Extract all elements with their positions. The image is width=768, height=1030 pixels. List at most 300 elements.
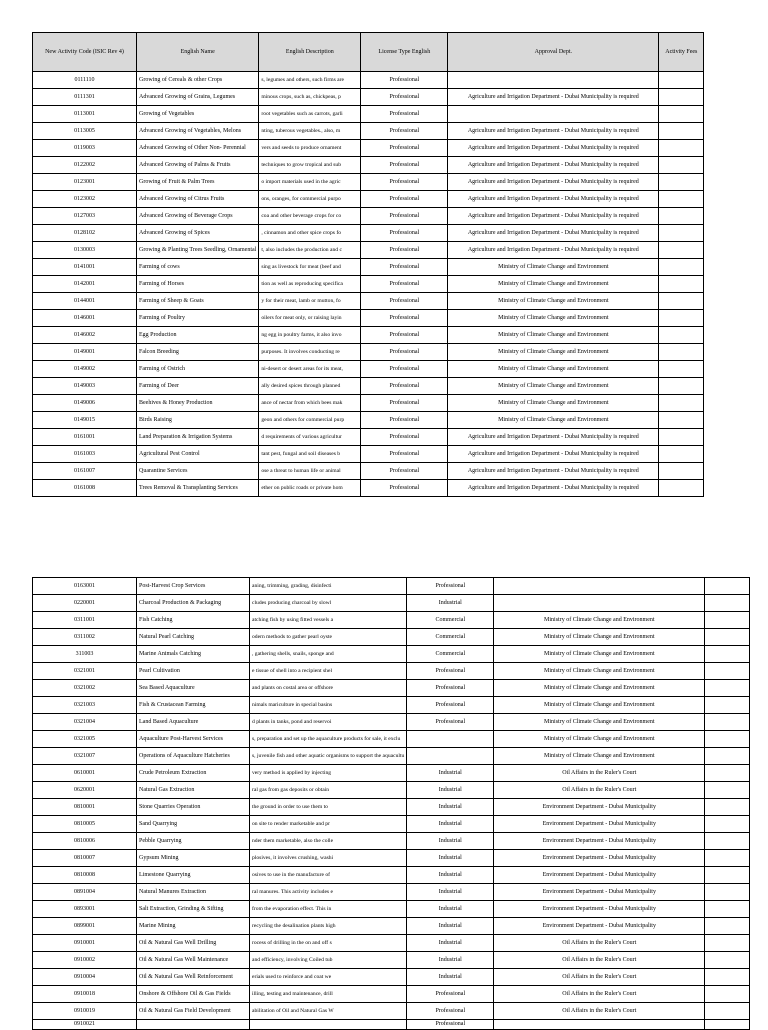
license-type-cell: Professional <box>407 1003 494 1020</box>
activity-fees-cell <box>705 697 750 714</box>
english-name-cell: Onshore & Offshore Oil & Gas Fields <box>137 986 250 1003</box>
english-description-cell: ose a threat to human life or animal <box>259 463 361 480</box>
activity-fees-cell <box>705 680 750 697</box>
activity-code-cell: 0123001 <box>33 174 137 191</box>
activity-fees-cell <box>659 259 704 276</box>
english-name-cell: Advanced Growing of Spices <box>137 225 259 242</box>
activity-code-cell: 0146002 <box>33 327 137 344</box>
english-description-cell: minous crops, such as, chickpeas, p <box>259 89 361 106</box>
license-type-cell: Professional <box>407 714 494 731</box>
english-description-cell: s, juvenile fish and other aquatic organisms to support the aquacultu <box>250 748 407 765</box>
english-name-cell: Salt Extraction, Grinding & Sifting <box>137 901 250 918</box>
license-type-cell: Professional <box>361 412 448 429</box>
activity-fees-cell <box>659 191 704 208</box>
license-type-cell: Industrial <box>407 969 494 986</box>
activity-code-cell: 0321003 <box>33 697 137 714</box>
license-type-cell: Professional <box>361 123 448 140</box>
english-description-cell: ral manures. This activity includes e <box>250 884 407 901</box>
english-name-cell: Marine Mining <box>137 918 250 935</box>
english-name-cell: Oil & Natural Gas Field Development <box>137 1003 250 1020</box>
english-name-cell <box>137 1020 250 1030</box>
license-type-cell: Professional <box>361 344 448 361</box>
table-row <box>33 310 704 327</box>
activity-code-cell: 0810006 <box>33 833 137 850</box>
license-type-cell: Professional <box>407 986 494 1003</box>
approval-dept-cell: Environment Department - Dubai Municipality <box>494 850 705 867</box>
english-description-cell: y for their meat, lamb or mutton, fo <box>259 293 361 310</box>
english-description-cell: abilitation of Oil and Natural Gas W <box>250 1003 407 1020</box>
license-type-cell: Professional <box>361 429 448 446</box>
english-description-cell: recycling the desalination plants high <box>250 918 407 935</box>
english-description-cell: nimals mariculture in special basins <box>250 697 407 714</box>
license-type-cell: Industrial <box>407 765 494 782</box>
english-description-cell: plosives, it involves crushing, washi <box>250 850 407 867</box>
approval-dept-cell <box>494 595 705 612</box>
activity-fees-cell <box>705 850 750 867</box>
english-description-cell: the ground in order to use them to <box>250 799 407 816</box>
english-description-cell: e tissue of shell into a recipient shel <box>250 663 407 680</box>
activity-code-cell: 0910018 <box>33 986 137 1003</box>
license-type-cell: Professional <box>361 395 448 412</box>
activity-fees-cell <box>705 731 750 748</box>
english-description-cell: odern methods to gather pearl oyste <box>250 629 407 646</box>
activity-code-cell: 0161003 <box>33 446 137 463</box>
activity-fees-cell <box>659 157 704 174</box>
activity-fees-cell <box>659 72 704 89</box>
english-name-cell: Pebble Quarrying <box>137 833 250 850</box>
table-row <box>33 225 704 242</box>
license-type-cell: Professional <box>361 310 448 327</box>
license-type-cell: Industrial <box>407 918 494 935</box>
english-description-cell: illing, testing and maintenance, drill <box>250 986 407 1003</box>
license-type-cell: Professional <box>361 242 448 259</box>
approval-dept-cell: Ministry of Climate Change and Environment <box>448 276 659 293</box>
activity-fees-cell <box>705 833 750 850</box>
english-name-cell: Growing of Vegetables <box>137 106 259 123</box>
approval-dept-cell: Environment Department - Dubai Municipality <box>494 884 705 901</box>
table-row <box>33 191 704 208</box>
table-row <box>33 986 750 1003</box>
license-type-cell: Professional <box>361 72 448 89</box>
approval-dept-cell: Ministry of Climate Change and Environment <box>494 680 705 697</box>
table-row <box>33 208 704 225</box>
english-description-cell: nting, tuberous vegetables., also, m <box>259 123 361 140</box>
english-name-cell: Natural Gas Extraction <box>137 782 250 799</box>
english-name-cell: Land Based Aquaculture <box>137 714 250 731</box>
activity-code-cell: 0321007 <box>33 748 137 765</box>
english-name-cell: Trees Removal & Transplanting Services <box>137 480 259 497</box>
approval-dept-cell <box>448 106 659 123</box>
table-row <box>33 1003 750 1020</box>
approval-dept-cell: Ministry of Climate Change and Environment <box>494 646 705 663</box>
english-description-cell: ether on public roads or private hom <box>259 480 361 497</box>
license-type-cell: Industrial <box>407 850 494 867</box>
license-type-cell: Industrial <box>407 833 494 850</box>
table-row <box>33 412 704 429</box>
english-name-cell: Agricultural Pest Control <box>137 446 259 463</box>
english-name-cell: Charcoal Production & Packaging <box>137 595 250 612</box>
english-description-cell: s, legumes and others, such firms are <box>259 72 361 89</box>
english-name-cell: Sea Based Aquaculture <box>137 680 250 697</box>
english-name-cell: Beehives & Honey Production <box>137 395 259 412</box>
activity-fees-cell <box>659 463 704 480</box>
approval-dept-cell: Ministry of Climate Change and Environment <box>494 748 705 765</box>
activity-code-cell: 0161001 <box>33 429 137 446</box>
table-row <box>33 646 750 663</box>
license-type-cell: Professional <box>361 378 448 395</box>
license-type-cell: Industrial <box>407 935 494 952</box>
activity-code-cell: 0910004 <box>33 969 137 986</box>
english-description-cell: d requirements of various agricultur <box>259 429 361 446</box>
activity-code-cell: 0311001 <box>33 612 137 629</box>
table-row <box>33 578 750 595</box>
approval-dept-cell: Ministry of Climate Change and Environment <box>448 259 659 276</box>
license-type-cell: Professional <box>407 663 494 680</box>
activity-fees-cell <box>705 646 750 663</box>
english-name-cell: Sand Quarrying <box>137 816 250 833</box>
activity-fees-cell <box>659 174 704 191</box>
activity-code-cell: 0311002 <box>33 629 137 646</box>
activity-code-cell: 0810001 <box>33 799 137 816</box>
activity-code-cell: 0111110 <box>33 72 137 89</box>
activity-fees-cell <box>705 969 750 986</box>
english-description-cell: ni-desert or desert areas for its meat, <box>259 361 361 378</box>
activity-fees-cell <box>659 344 704 361</box>
english-description-cell: atching fish by using fitted vessels a <box>250 612 407 629</box>
activity-code-cell: 0149006 <box>33 395 137 412</box>
english-name-cell: Farming of Ostrich <box>137 361 259 378</box>
approval-dept-cell: Agriculture and Irrigation Department - Dubai Municipality is required <box>448 446 659 463</box>
approval-dept-cell: Ministry of Climate Change and Environment <box>448 344 659 361</box>
activity-code-cell: 0128102 <box>33 225 137 242</box>
table-row <box>33 242 704 259</box>
table-row <box>33 174 704 191</box>
table-row <box>33 816 750 833</box>
approval-dept-cell: Oil Affairs in the Ruler's Court <box>494 765 705 782</box>
activity-fees-cell <box>659 395 704 412</box>
english-name-cell: Farming of Horses <box>137 276 259 293</box>
english-name-cell: Natural Manures Extraction <box>137 884 250 901</box>
activity-fees-cell <box>659 293 704 310</box>
english-description-cell: sing as livestock for meat (beef and <box>259 259 361 276</box>
approval-dept-cell: Agriculture and Irrigation Department - Dubai Municipality is required <box>448 208 659 225</box>
activity-fees-cell <box>705 884 750 901</box>
activities-table-bottom <box>32 577 750 1030</box>
approval-dept-cell: Agriculture and Irrigation Department - Dubai Municipality is required <box>448 225 659 242</box>
activity-fees-cell <box>705 782 750 799</box>
table-body-top <box>33 72 704 497</box>
activities-table-top <box>32 32 704 497</box>
approval-dept-cell: Environment Department - Dubai Municipality <box>494 816 705 833</box>
license-type-cell: Industrial <box>407 884 494 901</box>
activity-fees-cell <box>705 1003 750 1020</box>
english-description-cell: coa and other beverage crops for co <box>259 208 361 225</box>
english-name-cell: Growing of Fruit & Palm Trees <box>137 174 259 191</box>
approval-dept-cell <box>494 578 705 595</box>
approval-dept-cell: Agriculture and Irrigation Department - Dubai Municipality is required <box>448 157 659 174</box>
table-row <box>33 935 750 952</box>
activity-fees-cell <box>659 276 704 293</box>
activity-fees-cell <box>659 106 704 123</box>
approval-dept-cell: Agriculture and Irrigation Department - Dubai Municipality is required <box>448 242 659 259</box>
license-type-cell: Commercial <box>407 629 494 646</box>
english-name-cell: Advanced Growing of Palms & Fruits <box>137 157 259 174</box>
license-type-cell <box>407 731 494 748</box>
activity-fees-cell <box>659 225 704 242</box>
license-type-cell: Industrial <box>407 867 494 884</box>
english-description-cell: techniques to grow tropical and sub <box>259 157 361 174</box>
activity-code-cell: 0910001 <box>33 935 137 952</box>
approval-dept-cell: Ministry of Climate Change and Environment <box>448 310 659 327</box>
approval-dept-cell: Oil Affairs in the Ruler's Court <box>494 1003 705 1020</box>
table-row <box>33 901 750 918</box>
table-row <box>33 395 704 412</box>
english-description-cell: nder them marketable, also the colle <box>250 833 407 850</box>
english-name-cell: Egg Production <box>137 327 259 344</box>
table-row <box>33 157 704 174</box>
table-row <box>33 714 750 731</box>
license-type-cell: Professional <box>361 89 448 106</box>
activity-code-cell: 0111301 <box>33 89 137 106</box>
table-row <box>33 799 750 816</box>
approval-dept-cell: Ministry of Climate Change and Environment <box>448 395 659 412</box>
activity-fees-cell <box>705 714 750 731</box>
english-name-cell: Quarantine Services <box>137 463 259 480</box>
activity-fees-cell <box>705 765 750 782</box>
license-type-cell: Professional <box>361 225 448 242</box>
license-type-cell: Professional <box>361 191 448 208</box>
activity-code-cell: 0141001 <box>33 259 137 276</box>
approval-dept-cell: Oil Affairs in the Ruler's Court <box>494 986 705 1003</box>
license-type-cell: Professional <box>361 174 448 191</box>
activity-fees-cell <box>659 208 704 225</box>
approval-dept-cell: Ministry of Climate Change and Environment <box>494 731 705 748</box>
activity-code-cell: 0321004 <box>33 714 137 731</box>
table-body-bottom <box>33 578 750 1030</box>
activity-code-cell: 0321005 <box>33 731 137 748</box>
english-name-cell: Marine Animals Catching <box>137 646 250 663</box>
approval-dept-cell: Agriculture and Irrigation Department - Dubai Municipality is required <box>448 140 659 157</box>
activity-code-cell: 0899001 <box>33 918 137 935</box>
activity-fees-cell <box>659 140 704 157</box>
table-row <box>33 259 704 276</box>
approval-dept-cell: Ministry of Climate Change and Environment <box>448 361 659 378</box>
english-name-cell: Limestone Quarrying <box>137 867 250 884</box>
table-row <box>33 595 750 612</box>
approval-dept-cell: Environment Department - Dubai Municipality <box>494 901 705 918</box>
table-row <box>33 344 704 361</box>
english-name-cell: Growing & Planting Trees Seedling, Ornamental <box>137 242 259 259</box>
license-type-cell: Professional <box>361 157 448 174</box>
english-description-cell: , cinnamon and other spice crops fo <box>259 225 361 242</box>
activity-code-cell: 0910002 <box>33 952 137 969</box>
activity-fees-cell <box>705 867 750 884</box>
approval-dept-cell: Agriculture and Irrigation Department - Dubai Municipality is required <box>448 463 659 480</box>
table-row <box>33 293 704 310</box>
english-description-cell: ng egg in poultry farms, it also invo <box>259 327 361 344</box>
table-row <box>33 140 704 157</box>
activity-fees-cell <box>659 89 704 106</box>
table-row <box>33 867 750 884</box>
activity-fees-cell <box>659 310 704 327</box>
english-name-cell: Farming of cows <box>137 259 259 276</box>
english-description-cell: s, preparation and set up the aquaculture products for sale, it exclu <box>250 731 407 748</box>
english-description-cell: oilers for meat only, or raising layin <box>259 310 361 327</box>
english-name-cell: Farming of Deer <box>137 378 259 395</box>
activity-code-cell: 0146001 <box>33 310 137 327</box>
table-row <box>33 89 704 106</box>
activity-fees-cell <box>705 901 750 918</box>
activity-fees-cell <box>659 378 704 395</box>
table-row <box>33 276 704 293</box>
table-row <box>33 612 750 629</box>
english-description-cell: and plants on costal area or offshore <box>250 680 407 697</box>
english-name-cell: Gypsum Mining <box>137 850 250 867</box>
english-name-cell: Aquaculture Post-Harvest Services <box>137 731 250 748</box>
activity-fees-cell <box>705 629 750 646</box>
approval-dept-cell: Agriculture and Irrigation Department - Dubai Municipality is required <box>448 191 659 208</box>
english-description-cell: ons, oranges, for commercial purpo <box>259 191 361 208</box>
english-name-cell: Oil & Natural Gas Well Drilling <box>137 935 250 952</box>
header-activity-code: New Activity Code (ISIC Rev 4) <box>33 33 137 72</box>
english-name-cell: Operations of Aquaculture Hatcheries <box>137 748 250 765</box>
english-name-cell: Birds Raising <box>137 412 259 429</box>
table-row <box>33 72 704 89</box>
approval-dept-cell: Oil Affairs in the Ruler's Court <box>494 935 705 952</box>
license-type-cell: Professional <box>407 578 494 595</box>
activity-code-cell: 0149001 <box>33 344 137 361</box>
english-name-cell: Advanced Growing of Citrus Fruits <box>137 191 259 208</box>
activity-fees-cell <box>659 361 704 378</box>
license-type-cell: Professional <box>361 327 448 344</box>
english-description-cell: root vegetables such as carrots, garli <box>259 106 361 123</box>
approval-dept-cell: Ministry of Climate Change and Environment <box>448 412 659 429</box>
table-row <box>33 463 704 480</box>
activity-fees-cell <box>659 327 704 344</box>
english-description-cell: tant pest, fungal and soil diseases b <box>259 446 361 463</box>
license-type-cell: Professional <box>361 463 448 480</box>
english-name-cell: Advanced Growing of Grains, Legumes <box>137 89 259 106</box>
activity-code-cell: 0810008 <box>33 867 137 884</box>
english-name-cell: Oil & Natural Gas Well Maintenance <box>137 952 250 969</box>
activity-fees-cell <box>705 816 750 833</box>
activity-fees-cell <box>659 480 704 497</box>
table-row <box>33 106 704 123</box>
table-row <box>33 480 704 497</box>
table-row <box>33 1020 750 1030</box>
table-row <box>33 680 750 697</box>
activity-fees-cell <box>659 412 704 429</box>
header-approval-dept: Approval Dept. <box>448 33 659 72</box>
english-description-cell: and efficiency, involving Coiled tub <box>250 952 407 969</box>
license-type-cell: Professional <box>361 106 448 123</box>
english-description-cell: t, also includes the production and c <box>259 242 361 259</box>
license-type-cell: Professional <box>361 140 448 157</box>
approval-dept-cell: Ministry of Climate Change and Environment <box>494 629 705 646</box>
approval-dept-cell: Oil Affairs in the Ruler's Court <box>494 952 705 969</box>
table-row <box>33 782 750 799</box>
english-name-cell: Falcon Breeding <box>137 344 259 361</box>
english-name-cell: Advanced Growing of Other Non- Perennial <box>137 140 259 157</box>
english-name-cell: Natural Pearl Catching <box>137 629 250 646</box>
approval-dept-cell: Ministry of Climate Change and Environment <box>494 714 705 731</box>
license-type-cell: Professional <box>361 480 448 497</box>
activity-code-cell: 0123002 <box>33 191 137 208</box>
activity-fees-cell <box>705 918 750 935</box>
english-description-cell: ance of nectar from which bees mak <box>259 395 361 412</box>
header-activity-fees: Activity Fees <box>659 33 704 72</box>
activity-fees-cell <box>659 123 704 140</box>
license-type-cell <box>407 748 494 765</box>
approval-dept-cell: Ministry of Climate Change and Environment <box>494 612 705 629</box>
activity-code-cell: 0161008 <box>33 480 137 497</box>
english-description-cell: d plants in tanks, pond and reservoi <box>250 714 407 731</box>
english-name-cell: Advanced Growing of Vegetables, Melons <box>137 123 259 140</box>
approval-dept-cell: Environment Department - Dubai Municipality <box>494 918 705 935</box>
english-description-cell: aning, trimming, grading, disinfecti <box>250 578 407 595</box>
english-description-cell: very method is applied by injecting <box>250 765 407 782</box>
approval-dept-cell: Agriculture and Irrigation Department - Dubai Municipality is required <box>448 123 659 140</box>
english-name-cell: Farming of Sheep & Goats <box>137 293 259 310</box>
license-type-cell: Professional <box>361 446 448 463</box>
english-name-cell: Farming of Poultry <box>137 310 259 327</box>
activity-code-cell: 0149015 <box>33 412 137 429</box>
english-name-cell: Land Preparation & Irrigation Systems <box>137 429 259 446</box>
english-description-cell: osives to use in the manufacture of <box>250 867 407 884</box>
approval-dept-cell: Ministry of Climate Change and Environment <box>448 378 659 395</box>
english-name-cell: Stone Quarries Operation <box>137 799 250 816</box>
table-row <box>33 327 704 344</box>
header-row <box>33 33 704 72</box>
activity-code-cell: 0144001 <box>33 293 137 310</box>
license-type-cell: Commercial <box>407 612 494 629</box>
activity-code-cell: 0127003 <box>33 208 137 225</box>
activity-code-cell: 0161007 <box>33 463 137 480</box>
table-row <box>33 378 704 395</box>
approval-dept-cell <box>494 1020 705 1030</box>
approval-dept-cell: Agriculture and Irrigation Department - Dubai Municipality is required <box>448 174 659 191</box>
activity-fees-cell <box>705 986 750 1003</box>
approval-dept-cell: Environment Department - Dubai Municipality <box>494 833 705 850</box>
approval-dept-cell: Ministry of Climate Change and Environment <box>494 663 705 680</box>
approval-dept-cell: Agriculture and Irrigation Department - Dubai Municipality is required <box>448 89 659 106</box>
license-type-cell: Professional <box>407 1020 494 1030</box>
approval-dept-cell: Ministry of Climate Change and Environment <box>448 327 659 344</box>
english-name-cell: Fish & Crustacean Farming <box>137 697 250 714</box>
header-english-description: English Description <box>259 33 361 72</box>
activity-fees-cell <box>705 1020 750 1030</box>
table-row <box>33 697 750 714</box>
activity-code-cell: 0119003 <box>33 140 137 157</box>
activity-code-cell: 0610001 <box>33 765 137 782</box>
english-name-cell: Pearl Cultivation <box>137 663 250 680</box>
table-row <box>33 952 750 969</box>
activity-fees-cell <box>705 578 750 595</box>
approval-dept-cell: Environment Department - Dubai Municipality <box>494 867 705 884</box>
activity-code-cell: 0130003 <box>33 242 137 259</box>
approval-dept-cell: Oil Affairs in the Ruler's Court <box>494 782 705 799</box>
license-type-cell: Industrial <box>407 952 494 969</box>
activity-code-cell: 0810005 <box>33 816 137 833</box>
activity-fees-cell <box>705 663 750 680</box>
activity-code-cell: 0620001 <box>33 782 137 799</box>
english-name-cell: Oil & Natural Gas Well Reinforcement <box>137 969 250 986</box>
table-row <box>33 361 704 378</box>
table-row <box>33 429 704 446</box>
activity-fees-cell <box>705 595 750 612</box>
approval-dept-cell: Agriculture and Irrigation Department - Dubai Municipality is required <box>448 480 659 497</box>
english-description-cell: on site to render marketable and pr <box>250 816 407 833</box>
